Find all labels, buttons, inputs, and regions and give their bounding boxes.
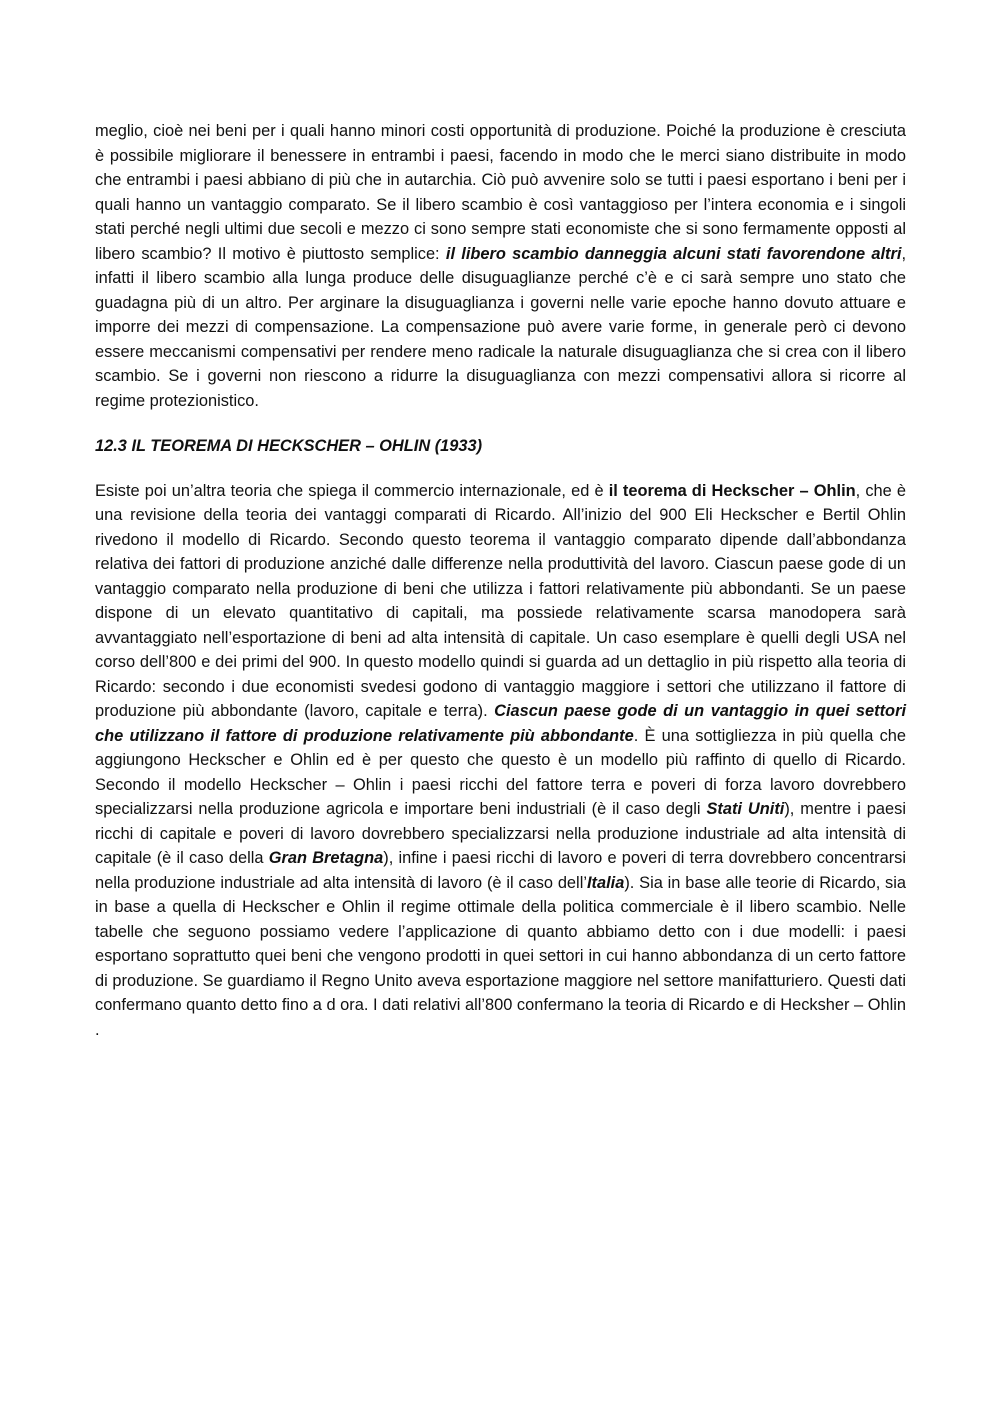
section-heading: 12.3 IL TEOREMA DI HECKSCHER – OHLIN (1933) <box>95 437 483 455</box>
emphasis-country-uk: Gran Bretagna <box>268 849 384 867</box>
emphasis-text: il libero scambio danneggia alcuni stati favorendone altri <box>445 244 902 263</box>
paragraph-text: , che è una revisione della teoria dei vantaggi comparati di Ricardo. All’inizio del 900 Eli Heckscher e Bertil Ohlin rivedono il modello di Ricardo. Secondo questo teorema il vantaggio comparato dipende dall’abbondanza relativa dei fattori di produzione anziché dalle differenze nella produttività del lavoro. Ciascun paese gode di un vantaggio comparato nella produzione di beni che utilizza i fattori relativamente più abbondanti. Se un paese dispone di un elevato quantitativo di capitali, ma possiede relativamente scarsa manodopera sarà avvantaggiato nell’esportazione di beni ad alta intensità di capitale. Un caso esemplare è quelli degli USA nel corso dell’800 e dei primi del 900. In questo modello quindi si guarda ad un dettaglio in più rispetto alla teoria di Ricardo: secondo i due economisti svedesi godono di vantaggio maggiore i settori che utilizzano il fattore di produzione più abbondante (lavoro, capitale e terra). <box>95 481 906 720</box>
paragraph-text: . È una sottigliezza in più quella che aggiungono Heckscher e Ohlin ed è per questo che questo è un modello più raffinto di quello di Ricardo. Secondo il modello Heckscher – Ohlin i paesi ricchi del fattore terra e poveri di forza lavoro dovrebbero specializzarsi nella produzione agricola e importare beni industriali (è il caso degli <box>95 726 906 818</box>
emphasis-country-usa: Stati Uniti <box>706 800 785 818</box>
emphasis-text: Ciascun paese gode di un vantaggio in quei settori che utilizzano il fattore di produzione relativamente più abbondante <box>95 702 906 745</box>
paragraph-text: , infatti il libero scambio alla lunga produce delle disuguaglianze perché c’è e ci sarà sempre uno stato che guadagna più di un altro. Per arginare la disuguaglianza i governi nelle varie epoche hanno dovuto attuare e imporre dei mezzi di compensazione. La compensazione può avere varie forme, in generale però ci devono essere meccanismi compensativi per rendere meno radicale la naturale disuguaglianza che si crea con il libero scambio. Se i governi non riescono a ridurre la disuguaglianza con mezzi compensativi allora si ricorre al regime protezionistico. <box>95 244 907 410</box>
document-page <box>95 119 906 1042</box>
paragraph-text: meglio, cioè nei beni per i quali hanno minori costi opportunità di produzione. Poiché la produzione è cresciuta è possibile migliorare il benessere in entrambi i paesi, facendo in modo che le merci siano distribuite in modo che entrambi i paesi abbiano di più che in autarchia. Ciò può avvenire solo se tutti i paesi esportano i beni per i quali hanno un vantaggio comparato. Se il libero scambio è così vantaggioso per l’intera economia e i singoli stati perché negli ultimi due secoli e mezzo ci sono sempre stati economiste che si sono fermamente opposti al libero scambio? Il motivo è piuttosto semplice: <box>95 122 906 263</box>
paragraph-free-trade <box>95 119 906 413</box>
bold-term: il teorema di Heckscher – Ohlin <box>608 481 856 500</box>
emphasis-country-italy: Italia <box>586 873 625 892</box>
paragraph-text: ), infine i paesi ricchi di lavoro e poveri di terra dovrebbero concentrarsi nella produzione industriale ad alta intensità di lavoro (è il caso dell’ <box>95 849 906 892</box>
paragraph-heckscher-ohlin <box>95 479 906 1043</box>
paragraph-text: ), mentre i paesi ricchi di capitale e poveri di lavoro dovrebbero specializzarsi nella produzione industriale ad alta intensità di capitale (è il caso della <box>95 800 906 867</box>
paragraph-text: ). Sia in base alle teorie di Ricardo, sia in base a quella di Heckscher e Ohlin il regime ottimale della politica commerciale è il libero scambio. Nelle tabelle che seguono possiamo vedere l’applicazione di quanto abbiamo detto con i due modelli: i paesi esportano soprattutto quei beni che vengono prodotti in quei settori in cui hanno abbondanza di un certo fattore di produzione. Se guardiamo il Regno Unito aveva esportazione maggiore nel settore manifatturiero. Questi dati confermano quanto detto fino a d ora. I dati relativi all’800 confermano la teoria di Ricardo e di Hecksher – Ohlin . <box>95 873 906 1039</box>
paragraph-text: Esiste poi un’altra teoria che spiega il commercio internazionale, ed è <box>95 481 609 500</box>
